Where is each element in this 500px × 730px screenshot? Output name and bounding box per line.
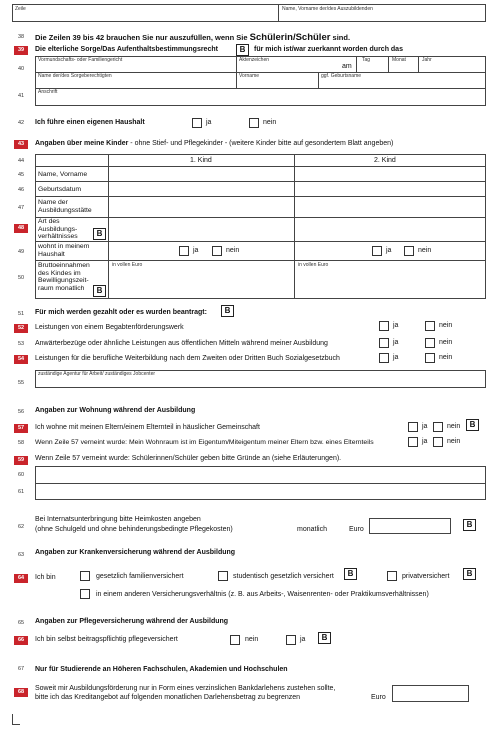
row-number: 53 [17, 341, 25, 347]
row-38-text [35, 32, 350, 43]
euro-label: Euro [371, 694, 386, 701]
row-59-text: Wenn Zeile 57 verneint wurde: Schülerinnen/Schüler geben bitte Gründe an (siehe Erläuterungen). [35, 455, 342, 462]
row-number: 58 [17, 440, 25, 446]
r54-no-checkbox[interactable] [425, 353, 435, 363]
row-number: 56 [17, 409, 25, 415]
r53-yes-checkbox[interactable] [379, 338, 389, 348]
crop-mark [12, 714, 13, 724]
file-number-label: Aktenzeichen [239, 57, 270, 63]
nein-label: nein [439, 354, 453, 361]
monatlich-label: monatlich [297, 526, 327, 533]
row-number: 43 [14, 140, 28, 149]
row-38-em: Schülerin/Schüler [249, 32, 331, 43]
row-number: 66 [14, 636, 28, 645]
info-badge[interactable]: B [463, 519, 476, 531]
ja-label: ja [393, 354, 399, 361]
row-62-line2: (ohne Schulgeld und ohne behinderungsbedingte Pflegekosten) [35, 526, 233, 533]
row-number: 64 [14, 574, 28, 583]
training-type-label: Art des Ausbildungs-verhältnisses [38, 218, 78, 240]
ja-label: ja [422, 438, 428, 445]
other-insured-checkbox[interactable] [80, 589, 90, 599]
guardian-name-label: Name der/des Sorgeberechtigten [38, 73, 112, 79]
row-number: 40 [17, 66, 25, 72]
birthdate-label: Geburtsdatum [38, 186, 82, 193]
row-number: 54 [14, 355, 28, 364]
guardian-birthname-label: ggf. Geburtsname [321, 73, 362, 79]
ja-label: ja [393, 322, 399, 329]
row-38-post: sind. [332, 33, 351, 42]
family-insured-checkbox[interactable] [80, 571, 90, 581]
row-number: 60 [17, 472, 25, 478]
nein-label: nein [418, 247, 432, 254]
row-number: 48 [14, 224, 28, 233]
row-43-text [35, 140, 393, 147]
ja-label: ja [193, 247, 199, 254]
header-zeile-box [12, 4, 278, 22]
ich-bin-label: Ich bin [35, 574, 56, 581]
info-badge[interactable]: B [93, 228, 106, 240]
row-56-text: Angaben zur Wohnung während der Ausbildung [35, 407, 196, 414]
student-insured-checkbox[interactable] [218, 571, 228, 581]
nein-label: nein [447, 423, 461, 430]
row-63-text: Angaben zur Krankenversicherung während der Ausbildung [35, 549, 236, 556]
info-badge[interactable]: B [344, 568, 357, 580]
row-38-pre: Die Zeilen 39 bis 42 brauchen Sie nur auszufüllen, wenn Sie [35, 33, 248, 42]
student-insured-label: studentisch gesetzlich versichert [233, 573, 334, 580]
r53-no-checkbox[interactable] [425, 338, 435, 348]
jahr-label: Jahr [422, 57, 432, 63]
address-label: Anschrift [38, 89, 58, 95]
row-54-text: Leistungen für die berufliche Weiterbildung nach dem Zweiten oder Dritten Buch Sozialgesetzbuch [35, 355, 340, 362]
children-table [35, 154, 486, 299]
family-insured-label: gesetzlich familienversichert [96, 573, 184, 580]
row-53-text: Anwärterbezüge oder ähnliche Leistungen aus öffentlichen Mitteln während meiner Ausbildung [35, 340, 328, 347]
row-number: 47 [17, 205, 25, 211]
ja-label: ja [300, 636, 306, 643]
row-number: 38 [17, 34, 25, 40]
kind1-household-no-checkbox[interactable] [212, 246, 222, 256]
boarding-cost-input[interactable] [369, 518, 451, 534]
tag-label: Tag [362, 57, 371, 63]
row-number: 45 [17, 172, 25, 178]
row-number: 41 [17, 93, 25, 99]
info-badge[interactable]: B [463, 568, 476, 580]
household-label: wohnt in meinem Haushalt [38, 243, 90, 258]
row-68-line2: bitte ich das Kreditangebot auf folgenden monatlichen Darlehensbetrag zu begrenzen [35, 694, 301, 701]
row-number: 55 [17, 380, 25, 386]
r57-no-checkbox[interactable] [433, 422, 443, 432]
am-label: am [342, 63, 352, 70]
ja-label: ja [393, 339, 399, 346]
row-number: 63 [17, 552, 25, 558]
row-number: 59 [14, 456, 28, 465]
info-badge[interactable]: B [318, 632, 331, 644]
row-number: 67 [17, 666, 25, 672]
nein-label: nein [263, 119, 277, 126]
nein-label: nein [439, 322, 453, 329]
nein-label: nein [447, 438, 461, 445]
private-insured-checkbox[interactable] [387, 571, 397, 581]
kind2-household-no-checkbox[interactable] [404, 246, 414, 256]
care-insured-yes-checkbox[interactable] [286, 635, 296, 645]
r58-yes-checkbox[interactable] [408, 437, 418, 447]
guardian-firstname-label: Vorname [239, 73, 260, 79]
monat-label: Monat [392, 57, 406, 63]
row-number: 52 [14, 324, 28, 333]
info-badge[interactable]: B [93, 285, 106, 297]
row-number: 44 [17, 158, 25, 164]
ja-label: ja [422, 423, 428, 430]
row-number: 65 [17, 620, 25, 626]
row-66-text: Ich bin selbst beitragspflichtig pflegeversichert [35, 636, 178, 643]
row-number: 42 [17, 120, 25, 126]
row-number: 50 [17, 275, 25, 281]
loan-amount-input[interactable] [392, 685, 469, 702]
nein-label: nein [439, 339, 453, 346]
court-label: Vormundschafts- oder Familiengericht [38, 57, 123, 63]
kind1-household-yes-checkbox[interactable] [179, 246, 189, 256]
r52-no-checkbox[interactable] [425, 321, 435, 331]
other-insured-label: in einem anderen Versicherungsverhältnis (z. B. aus Arbeits-, Waisenrenten- oder Praktikumsverhältnissen) [96, 591, 429, 598]
row-51-text: Für mich werden gezahlt oder es wurden beantragt: [35, 309, 207, 316]
kind2-household-yes-checkbox[interactable] [372, 246, 382, 256]
kind1-header: 1. Kind [190, 157, 212, 164]
row-number: 51 [17, 311, 25, 317]
student-name-label: Name, Vorname der/des Auszubildenden [282, 6, 373, 12]
r58-no-checkbox[interactable] [433, 437, 443, 447]
row-39-pre: Die elterliche Sorge/Das Aufenthaltsbestimmungsrecht [35, 46, 218, 53]
school-label: Name der Ausbildungsstätte [38, 199, 92, 214]
header-zeile-label: Zeile [15, 6, 26, 12]
kind1-income-unit: in vollen Euro [112, 262, 143, 268]
name-label: Name, Vorname [38, 171, 88, 178]
own-household-no-checkbox[interactable] [249, 118, 259, 128]
row-43-normal: - ohne Stief- und Pflegekinder - (weitere Kinder bitte auf gesondertem Blatt angeben) [128, 140, 394, 147]
row-42-text: Ich führe einen eigenen Haushalt [35, 119, 145, 126]
care-insured-no-checkbox[interactable] [230, 635, 240, 645]
r57-yes-checkbox[interactable] [408, 422, 418, 432]
row-57-text: Ich wohne mit meinen Eltern/einem Elternteil in häuslicher Gemeinschaft [35, 424, 260, 431]
row-62-line1: Bei Internatsunterbringung bitte Heimkosten angeben [35, 516, 201, 523]
ja-label: ja [206, 119, 212, 126]
euro-label: Euro [349, 526, 364, 533]
own-household-yes-checkbox[interactable] [192, 118, 202, 128]
row-68-line1: Soweit mir Ausbildungsförderung nur in Form eines verzinslichen Bankdarlehens zustehen sollte, [35, 685, 336, 692]
row-number: 49 [17, 249, 25, 255]
row-43-bold: Angaben über meine Kinder [35, 140, 129, 147]
row-65-text: Angaben zur Pflegeversicherung während der Ausbildung [35, 618, 229, 625]
income-label: Bruttoeinnahmen des Kindes im Bewilligungszeit-raum monatlich [38, 262, 90, 292]
row-58-text: Wenn Zeile 57 verneint wurde: Mein Wohnraum ist im Eigentum/Miteigentum meiner Eltern bzw. eines Elternteils [35, 439, 374, 446]
kind2-income-unit: in vollen Euro [298, 262, 329, 268]
kind2-header: 2. Kind [374, 157, 396, 164]
row-number: 57 [14, 424, 28, 433]
row-67-text: Nur für Studierende an Höheren Fachschulen, Akademien und Hochschulen [35, 666, 288, 673]
nein-label: nein [226, 247, 240, 254]
info-badge[interactable]: B [236, 44, 249, 56]
nein-label: nein [245, 636, 259, 643]
info-badge[interactable]: B [466, 419, 479, 431]
r52-yes-checkbox[interactable] [379, 321, 389, 331]
employment-agency-label: zuständige Agentur für Arbeit/ zuständiges Jobcenter [38, 371, 156, 377]
row-52-text: Leistungen von einem Begabtenförderungswerk [35, 324, 184, 331]
crop-mark [12, 724, 20, 725]
r54-yes-checkbox[interactable] [379, 353, 389, 363]
ja-label: ja [386, 247, 392, 254]
row-number: 61 [17, 489, 25, 495]
row-39-post: für mich ist/war zuerkannt worden durch das [254, 46, 403, 53]
row-number: 68 [14, 688, 28, 697]
row-number: 62 [17, 524, 25, 530]
row-number: 39 [14, 46, 28, 55]
private-insured-label: privatversichert [402, 573, 450, 580]
info-badge[interactable]: B [221, 305, 234, 317]
row-number: 46 [17, 187, 25, 193]
